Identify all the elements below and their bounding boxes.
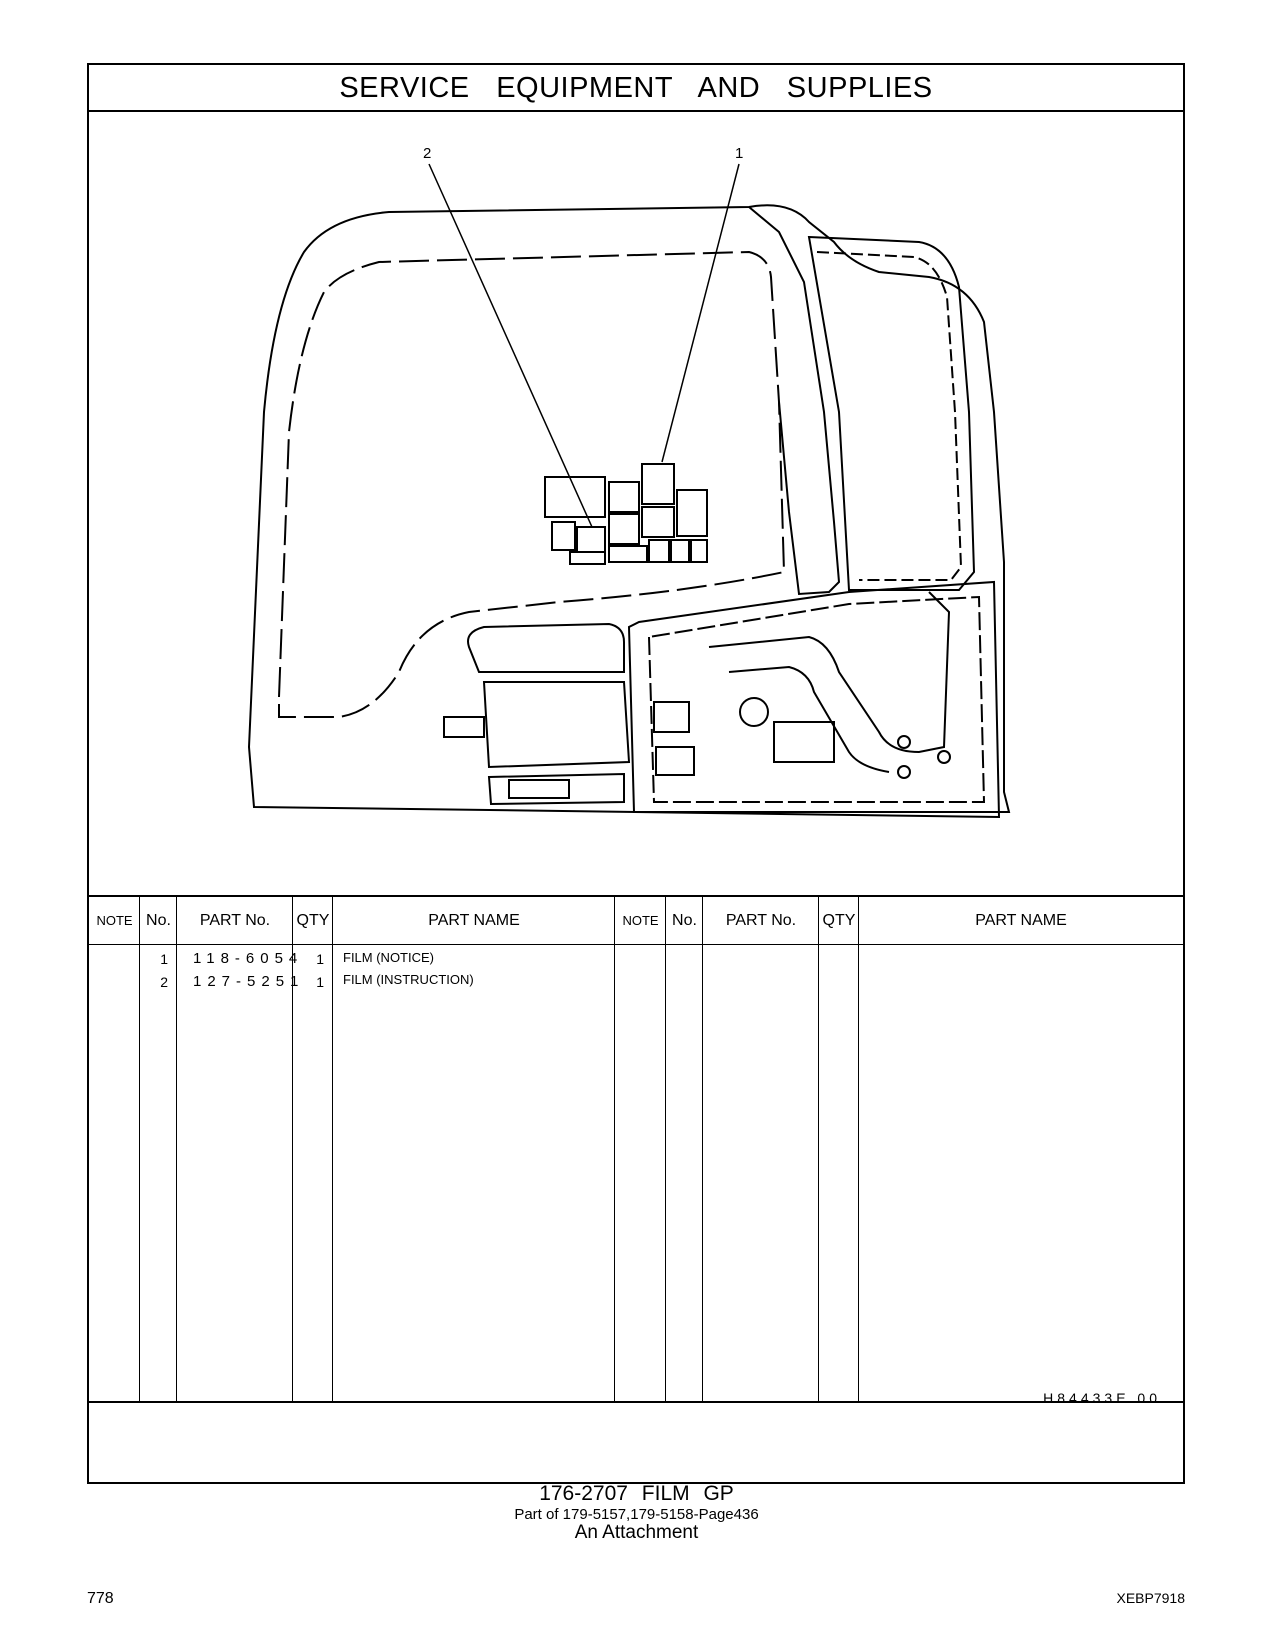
header-qty-right: QTY (822, 912, 856, 929)
header-partno-right: PART No. (725, 912, 797, 929)
illustration-code: H84433E 00 (1043, 1390, 1161, 1406)
cab-line-drawing (89, 112, 1183, 897)
parts-page-frame (87, 63, 1185, 1484)
table-row-1-part-name: FILM (NOTICE) (343, 950, 434, 965)
table-row-2-qty: 1 (316, 974, 324, 990)
table-row-1-no: 1 (160, 951, 168, 967)
document-code: XEBP7918 (1116, 1590, 1185, 1606)
col-no-left (140, 897, 177, 1401)
col-note-right (615, 897, 666, 1401)
table-row-2-no: 2 (160, 974, 168, 990)
page-title: SERVICE EQUIPMENT AND SUPPLIES (89, 65, 1183, 112)
table-row-2-part-name: FILM (INSTRUCTION) (343, 972, 474, 987)
group-type: An Attachment (574, 1522, 699, 1543)
group-reference: Part of 179-5157,179-5158-Page436 (514, 1506, 759, 1523)
parts-table (89, 897, 1183, 1403)
col-partno-right (703, 897, 819, 1401)
callout-2: 2 (423, 145, 432, 162)
header-divider (89, 944, 1183, 945)
header-partname-left: PART NAME (428, 912, 520, 929)
header-note-right: NOTE (622, 913, 659, 928)
group-caption: 176-2707 FILM GP (539, 1482, 734, 1505)
table-row-2-part-no: 127-5251 (193, 973, 305, 990)
header-partno-left: PART No. (199, 912, 271, 929)
header-partname-right: PART NAME (975, 912, 1067, 929)
table-row-1-qty: 1 (316, 951, 324, 967)
header-no-right: No. (672, 912, 697, 929)
cab-illustration (89, 112, 1183, 897)
header-note-left: NOTE (96, 913, 133, 928)
header-no-left: No. (146, 912, 171, 929)
callout-1: 1 (735, 145, 744, 162)
col-note-left (89, 897, 140, 1401)
table-row-1-part-no: 118-6054 (193, 950, 304, 967)
page-number: 778 (87, 1590, 114, 1607)
header-qty-left: QTY (296, 912, 330, 929)
col-no-right (666, 897, 703, 1401)
col-qty-right (819, 897, 859, 1401)
